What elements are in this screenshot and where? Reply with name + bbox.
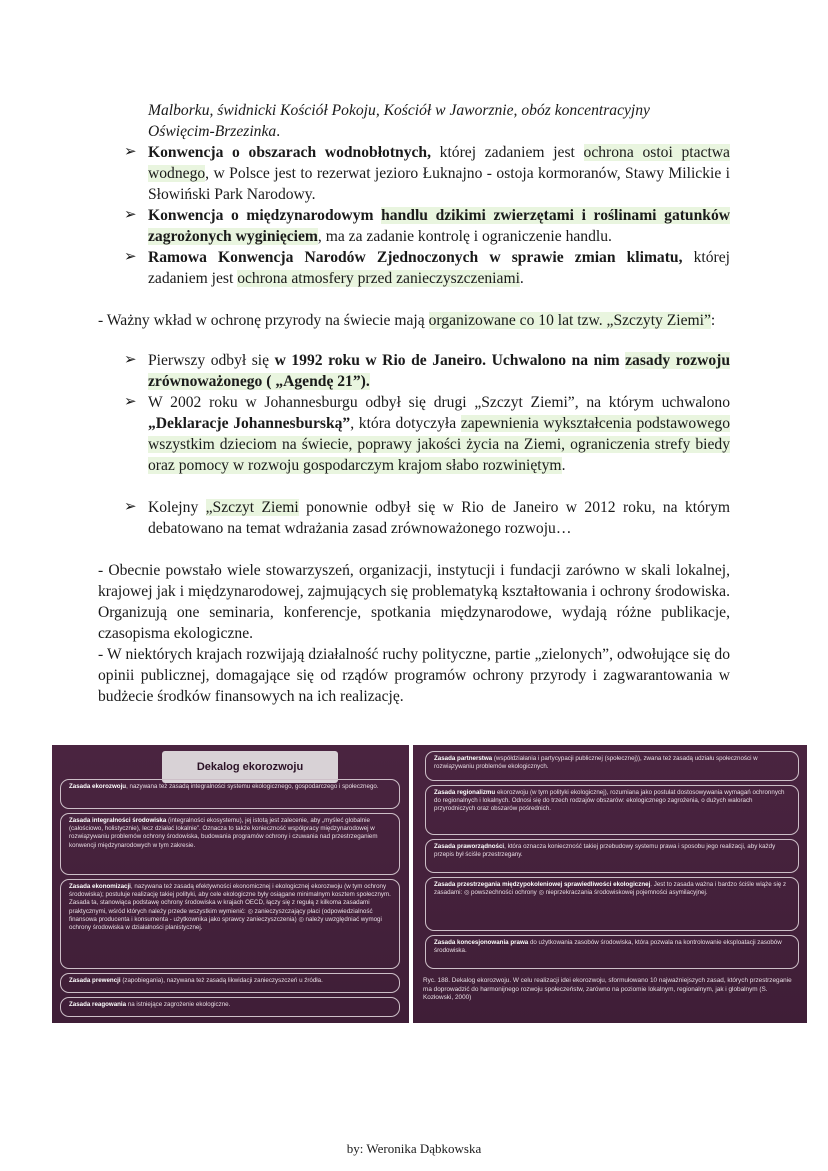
convention-highlight: handlu dzikimi zwierzętami i roślinami gatunków zagrożonych wyginięciem [148,207,731,245]
principle-text: (integralności ekosystemu), jej istotą jest zalecenie, aby „myśleć globalnie (całościowo, holistycznie), lecz działać lokalnie”. Oznacza to także konieczność współpracy międzynarodowej w rozwiązywaniu problemów ochrony środowiska, budowania programów ochrony i czuwania nad przestrzeganiem konwencji międzynarodowych w tym zakresie. [69,817,378,849]
principle-name: Zasada integralności środowiska [69,817,167,824]
principle-text: ekorozwoju (w tym polityki ekologicznej), rozumiana jako postulat dostosowywania wymagań ochronnych do regionalnych i lokalnych. Odnosi się do trzech rodzajów obszarów: ekologicznego zagrożenia, o dużych walorach przyrodniczych oraz obszarów pośrednich. [434,789,785,813]
summit-text: ponownie odbył się w Rio de Janeiro w 2012 roku, na którym debatowano na temat wdrażania zasad zrównoważonego rozwoju… [148,499,731,537]
principle-text: (zapobiegania), nazywana też zasadą likwidacji zanieczyszczeń u źródła. [120,977,323,984]
summit-text: Kolejny [148,499,206,516]
convention-highlight: ochrona atmosfery przed zanieczyszczeniami [237,270,520,287]
dekalog-image-left [52,745,409,1023]
principle-box [60,779,400,809]
principle-name: Zasada regionalizmu [434,789,496,796]
principle-text: . Jest to zasada ważna i bardzo ściśle wiąże się z zasadami: ◎ powszechności ochrony ◎ nieprzekraczania środowiskowej pojemności asymilacyjnej. [434,881,787,897]
principle-text: , która oznacza konieczność takiej przebudowy systemu prawa i sposobu jego realizacji, aby każdy przepis był ściśle przestrzegany. [434,843,776,859]
convention-text: . [519,270,524,287]
principle-name: Zasada ekonomizacji [69,883,131,890]
convention-text: której zadaniem jest [148,249,730,287]
summit-highlight: zasady rozwoju zrównoważonego ( „Agendę 21”). [148,352,730,390]
principle-name: Zasada koncesjonowania prawa [434,939,529,946]
convention-title: Konwencja o międzynarodowym [148,207,374,224]
convention-text: której zadaniem jest [430,144,584,161]
principle-name: Zasada prewencji [69,977,121,984]
principle-box [60,973,400,993]
principle-box [425,877,799,931]
convention-climate [148,247,730,289]
convention-text: , w Polsce jest to rezerwat jezioro Łuknajno - ostoja kormoranów, Stawy Milickie i Słowiński Park Narodowy. [148,165,730,203]
bullet-icon: ➢ [124,499,137,515]
principle-name: Zasada ekorozwoju [69,783,127,790]
bullet-icon: ➢ [124,352,137,368]
summit-bold: w 1992 roku w Rio de Janeiro. Uchwalono na nim [274,352,626,369]
summit-2012 [148,497,730,539]
summits-lead [98,310,730,331]
summit-2002 [148,392,730,476]
bullet-icon: ➢ [124,144,137,160]
convention-wetlands [148,142,730,205]
principle-name: Zasada praworządności [434,843,505,850]
principle-text: , nazywana też zasadą integralności systemu ekologicznego, gospodarczego i społecznego. [126,783,379,790]
principle-box [60,879,400,969]
summit-text: , która dotyczyła [350,415,461,432]
principle-box [425,839,799,873]
organizations-paragraph: - Obecnie powstało wiele stowarzyszeń, organizacji, instytucji i fundacji zarówno w skali lokalnej, krajowej jak i międzynarodowej, zajmujących się problematyką kształtowania i ochrony środowiska. Organizują one seminaria, konferencje, spotkania międzynarodowe, wydają różne publikacje, czasopisma ekologiczne. [98,562,730,642]
dekalog-title: Dekalog ekorozwoju [162,751,338,783]
summit-text: . [561,457,566,474]
summit-text: Pierwszy odbył się [148,352,275,369]
convention-highlight: ochrona ostoi ptactwa wodnego [148,144,730,182]
bullet-icon: ➢ [124,249,137,265]
intro-line1: Malborku, świdnicki Kościół Pokoju, Kościół w Jaworznie, obóz koncentracyjny [148,102,650,119]
principle-box [60,813,400,875]
summit-bold: „Deklaracje Johannesburską” [148,415,351,432]
convention-title: Konwencja o obszarach wodnobłotnych, [148,144,431,161]
principle-text: do użytkowania zasobów środowiska, która pozwala na kontrolowanie eksploatacji zasobów środowiska. [434,939,782,955]
principle-box [425,751,799,781]
summits-lead-text: - Ważny wkład w ochronę przyrody na świecie mają [98,312,429,329]
author-footer: by: Weronika Dąbkowska [346,1141,482,1156]
principle-box [425,785,799,835]
summit-highlight: „Szczyt Ziemi [205,499,299,516]
principle-name: Zasada reagowania [69,1001,127,1008]
figure-caption: Ryc. 188. Dekalog ekorozwoju. W celu realizacji idei ekorozwoju, sformułowano 10 najważniejszych zasad, których przestrzeganie ma doprowadzić do harmonijnego rozwoju społeczeństw, zarówno na poziomie lokalnym, regionalnym, jak i globalnym (S. Kozłowski, 2000) [423,977,792,1002]
convention-title: Ramowa Konwencja Narodów Zjednoczonych w sprawie zmian klimatu, [148,249,683,266]
summit-text: W 2002 roku w Johannesburgu odbył się drugi „Szczyt Ziemi”, na którym uchwalono [148,394,730,411]
summit-highlight: zapewnienia wykształcenia podstawowego wszystkim dzieciom na świecie, poprawy jakości życia na Ziemi, ograniczenia strefy biedy oraz pomocy w rozwoju gospodarczym krajom słabo rozwiniętym [148,415,730,474]
bullet-icon: ➢ [124,394,137,410]
summit-1992 [148,350,730,392]
principle-name: Zasada partnerstwa [434,755,493,762]
bullet-icon: ➢ [124,207,137,223]
intro-line2: Oświęcim-Brzezinka [148,123,277,140]
principle-box [425,935,799,969]
principle-text: (współdziałania i partycypacji publicznej (społecznej)), zwana też zasadą udziału społeczności w rozwiązywaniu problemów ekologicznych. [434,755,758,771]
convention-text: , ma za zadanie kontrolę i ograniczenie handlu. [317,228,612,245]
dekalog-image-right [413,745,807,1023]
principle-text: na istniejące zagrożenie ekologiczne. [126,1001,231,1008]
intro-text: Malborku, świdnicki Kościół Pokoju, Kościół w Jaworznie, obóz koncentracyjny Oświęcim-Brzezinka. [148,102,650,140]
summits-lead-highlight: organizowane co 10 lat tzw. „Szczyty Ziemi” [428,312,711,329]
principle-box [60,997,400,1017]
principle-text: , nazywana też zasadą efektywności ekonomicznej i ekologicznej ekorozwoju (w tym ochrony środowiska); postuluje realizację takiej polityki, aby cele ekologiczne były osiągane minimalnym kosztem społecznym. Zasada ta, stanowiąca podstawę ochrony środowiska w krajach OECD, łączy się z regułą z kilkoma zasadami praktycznymi, wśród których należy przede wszystkim wymienić: ◎ zanieczyszczający płaci (odpowiedzialność finansowa producenta i konsumenta - użytkownika jako sprawcy zanieczyszczenia) ◎ należy uwzględniać wymogi ochrony środowiska w działalności planistycznej. [69,883,391,932]
green-parties-paragraph: - W niektórych krajach rozwijają działalność ruchy polityczne, partie „zielonych”, odwołujące się do opinii publicznej, domagające się od rządów programów ochrony przyrody i zagwarantowania w budżecie środków finansowych na ich realizację. [98,646,730,705]
principle-name: Zasada przestrzegania międzypokoleniowej sprawiedliwości ekologicznej [434,881,651,888]
summits-lead-end: : [710,312,716,329]
convention-cites [148,205,730,247]
